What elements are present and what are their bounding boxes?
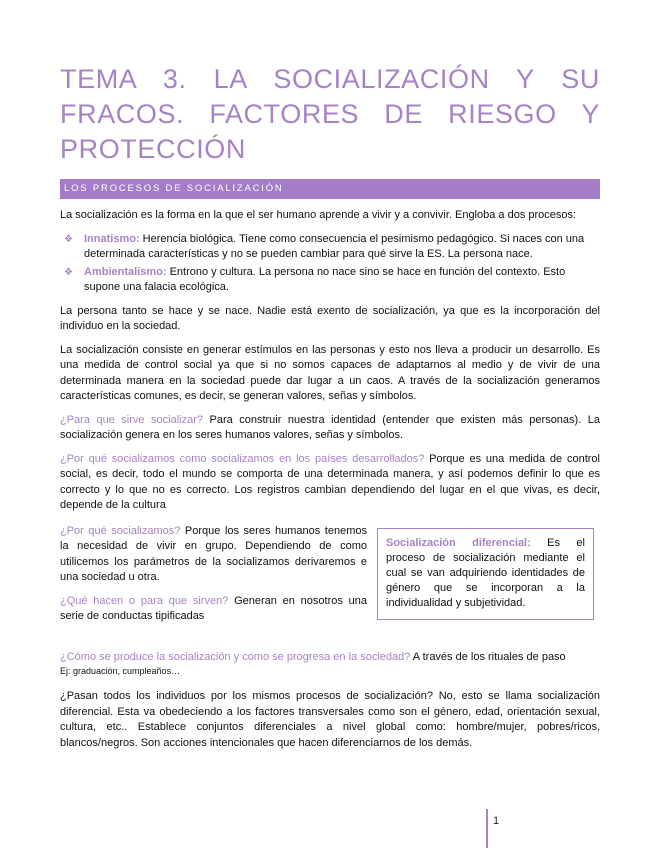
- page-title: TEMA 3. LA SOCIALIZACIÓN Y SU FRACOS. FACTORES DE RIESGO Y PROTECCIÓN: [60, 64, 600, 164]
- definition-text: [386, 536, 585, 611]
- bullet-item: [60, 265, 600, 296]
- question-text: ¿Qué hacen o para que sirven?: [60, 594, 229, 607]
- answer-text: A través de los rituales de paso: [410, 650, 566, 663]
- answer-text: Generan en nosotros una serie de conductas tipificadas: [60, 594, 367, 622]
- page-number: 1: [493, 815, 500, 827]
- definition-body: Es el proceso de socialización mediante el cual se van adquiriendo identidades de género que se incorporan a la individualidad y subjetividad.: [386, 536, 585, 609]
- question-text: ¿Por qué socializamos como socializamos en los países desarrollados?: [60, 452, 425, 465]
- answer-text: Para construir nuestra identidad (entender que existen más personas). La socialización genera en los seres humanos valores, señas y símbolos.: [60, 413, 600, 441]
- intro-paragraph: La socialización es la forma en la que el ser humano aprende a vivir y a convivir. Engloba a dos procesos:: [60, 209, 577, 221]
- diamond-bullet-icon: ❖: [64, 233, 73, 245]
- definition-term: Socialización diferencial:: [386, 536, 531, 549]
- answer-text: Porque los seres humanos tenemos la necesidad de vivir en grupo. Dependiendo de como utilicemos los parámetros de la socializamos derivaremos e una sociedad u otra.: [60, 524, 367, 583]
- bullet-term: Innatismo:: [84, 232, 140, 245]
- question-paragraph: [60, 452, 600, 514]
- bullet-item: [60, 232, 600, 263]
- section-heading: LOS PROCESOS DE SOCIALIZACIÓN: [60, 179, 600, 199]
- document-page: [60, 0, 600, 751]
- definition-box: [377, 528, 594, 620]
- question-paragraph: [60, 594, 367, 625]
- question-paragraph: [60, 524, 367, 586]
- paragraph: ¿Pasan todos los individuos por los mismos procesos de socialización? No, esto se llama socialización diferencial. Esta va obedeciendo a los factores transversales como son el género, edad, orientación sexual, cultura, etc.. Establece conjuntos diferenciales a nivel global como: hombre/mujer, pobres/ricos, blancos/negros. Son acciones intencionales que hacen diferenciarnos de los demás.: [60, 690, 600, 749]
- question-paragraph: [60, 650, 600, 666]
- paragraph: La socialización consiste en generar estímulos en las personas y esto nos lleva a producir un desarrollo. Es una medida de control social ya que si no somos capaces de adaptarnos al medio y de vivir de una determinada manera en la sociedad puede dar lugar a un caos. A través de la socialización generamos características comunes, es decir, se generan valores, señas y símbolos.: [60, 343, 600, 402]
- left-column: [60, 524, 367, 625]
- question-text: ¿Por qué socializamos?: [60, 524, 181, 537]
- example-note: Ej: graduación, cumpleaños…: [60, 666, 181, 676]
- question-paragraph: [60, 413, 600, 444]
- question-text: ¿Para que sirve socializar?: [60, 413, 203, 426]
- bullet-text: Herencia biológica. Tiene como consecuencia el pesimismo pedagógico. Si naces con una determinada características y no se pueden cambiar para qué sirve la ES. La persona nace.: [84, 232, 585, 260]
- diamond-bullet-icon: ❖: [64, 266, 73, 278]
- bullet-text: Entrono y cultura. La persona no nace sino se hace en función del contexto. Esto supone una falacia ecológica.: [84, 265, 566, 293]
- paragraph: La persona tanto se hace y se nace. Nadie está exento de socialización, ya que es la incorporación del individuo en la sociedad.: [60, 304, 600, 332]
- bullet-term: Ambientalismo:: [84, 265, 167, 278]
- page-number-rule: [486, 809, 488, 848]
- bullet-list: [60, 232, 600, 296]
- answer-text: Porque es una medida de control social, es decir, todo el mundo se comporta de una determinada manera, y así podemos definir lo que es correcto y lo que no es correcto. Los registros cambian dependiendo del lugar en el que vivas, es decir, depende de la cultura: [60, 452, 600, 511]
- two-column-section: [60, 524, 600, 644]
- question-text: ¿Cómo se produce la socialización y como se progresa en la sociedad?: [60, 650, 411, 663]
